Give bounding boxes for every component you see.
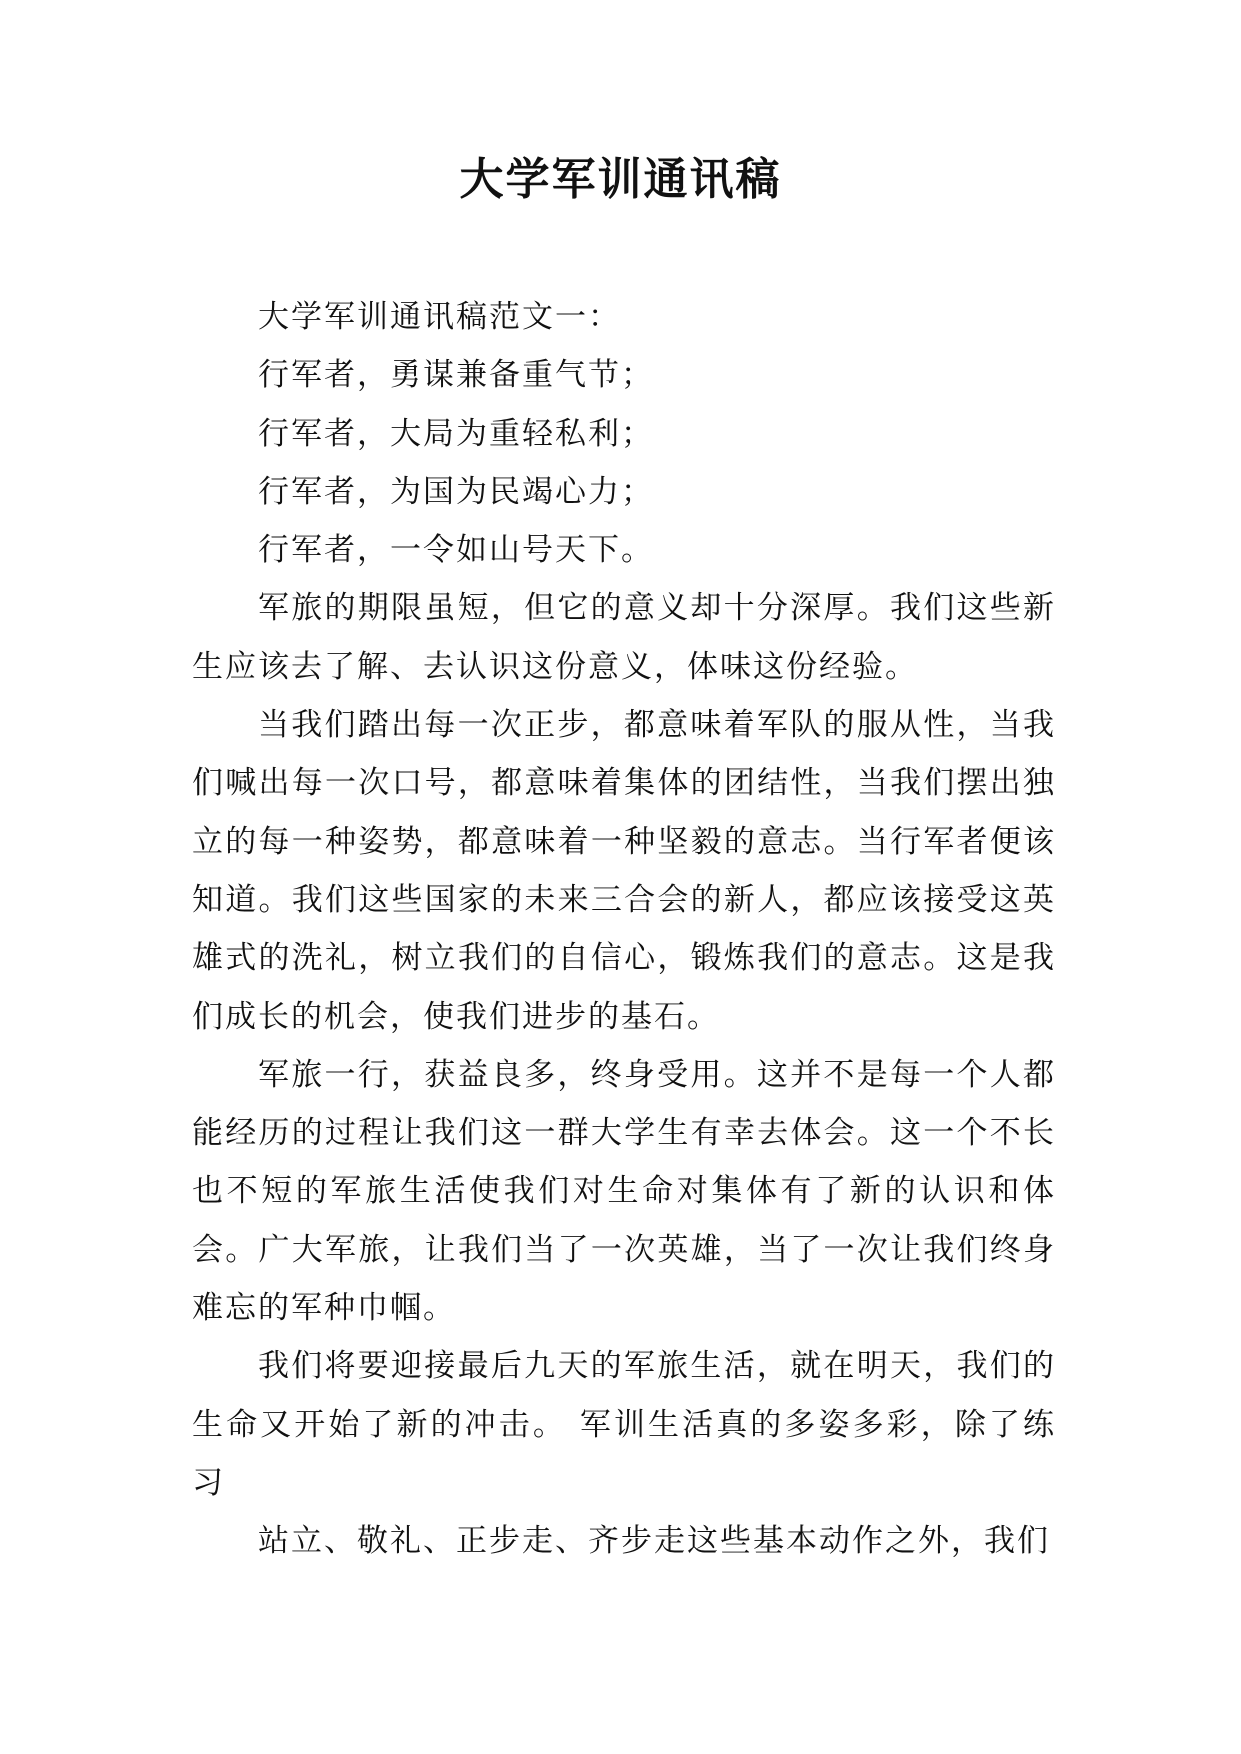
paragraph: 站立、敬礼、正步走、齐步走这些基本动作之外，我们 (258, 1523, 1050, 1560)
paragraph-subtitle: 大学军训通讯稿范文一： (258, 299, 621, 335)
document-body (192, 288, 1056, 1571)
paragraph-verse-2: 行军者，大局为重轻私利； (258, 415, 654, 452)
document-title: 大学军训通讯稿 (459, 154, 782, 205)
paragraph-verse-1: 行军者，勇谋兼备重气节； (258, 357, 654, 394)
paragraph-verse-3: 行军者，为国为民竭心力； (258, 473, 654, 510)
paragraph: 军旅的期限虽短，但它的意义却十分深厚。我们这些新生应该去了解、去认识这份意义，体味这份经验。 (192, 590, 1056, 685)
paragraph: 当我们踏出每一次正步，都意味着军队的服从性，当我们喊出每一次口号，都意味着集体的团结性，当我们摆出独立的每一种姿势，都意味着一种坚毅的意志。当行军者便该知道。我们这些国家的未来三合会的新人，都应该接受这英雄式的洗礼，树立我们的自信心，锻炼我们的意志。这是我们成长的机会，使我们进步的基石。 (192, 707, 1056, 1035)
paragraph: 我们将要迎接最后九天的军旅生活，就在明天，我们的生命又开始了新的冲击。 军训生活真的多姿多彩，除了练习 (192, 1348, 1056, 1501)
paragraph-verse-4: 行军者，一令如山号天下。 (258, 532, 654, 569)
paragraph: 军旅一行，获益良多，终身受用。这并不是每一个人都能经历的过程让我们这一群大学生有幸去体会。这一个不长也不短的军旅生活使我们对生命对集体有了新的认识和体会。广大军旅，让我们当了一次英雄，当了一次让我们终身难忘的军种巾帼。 (192, 1056, 1056, 1327)
